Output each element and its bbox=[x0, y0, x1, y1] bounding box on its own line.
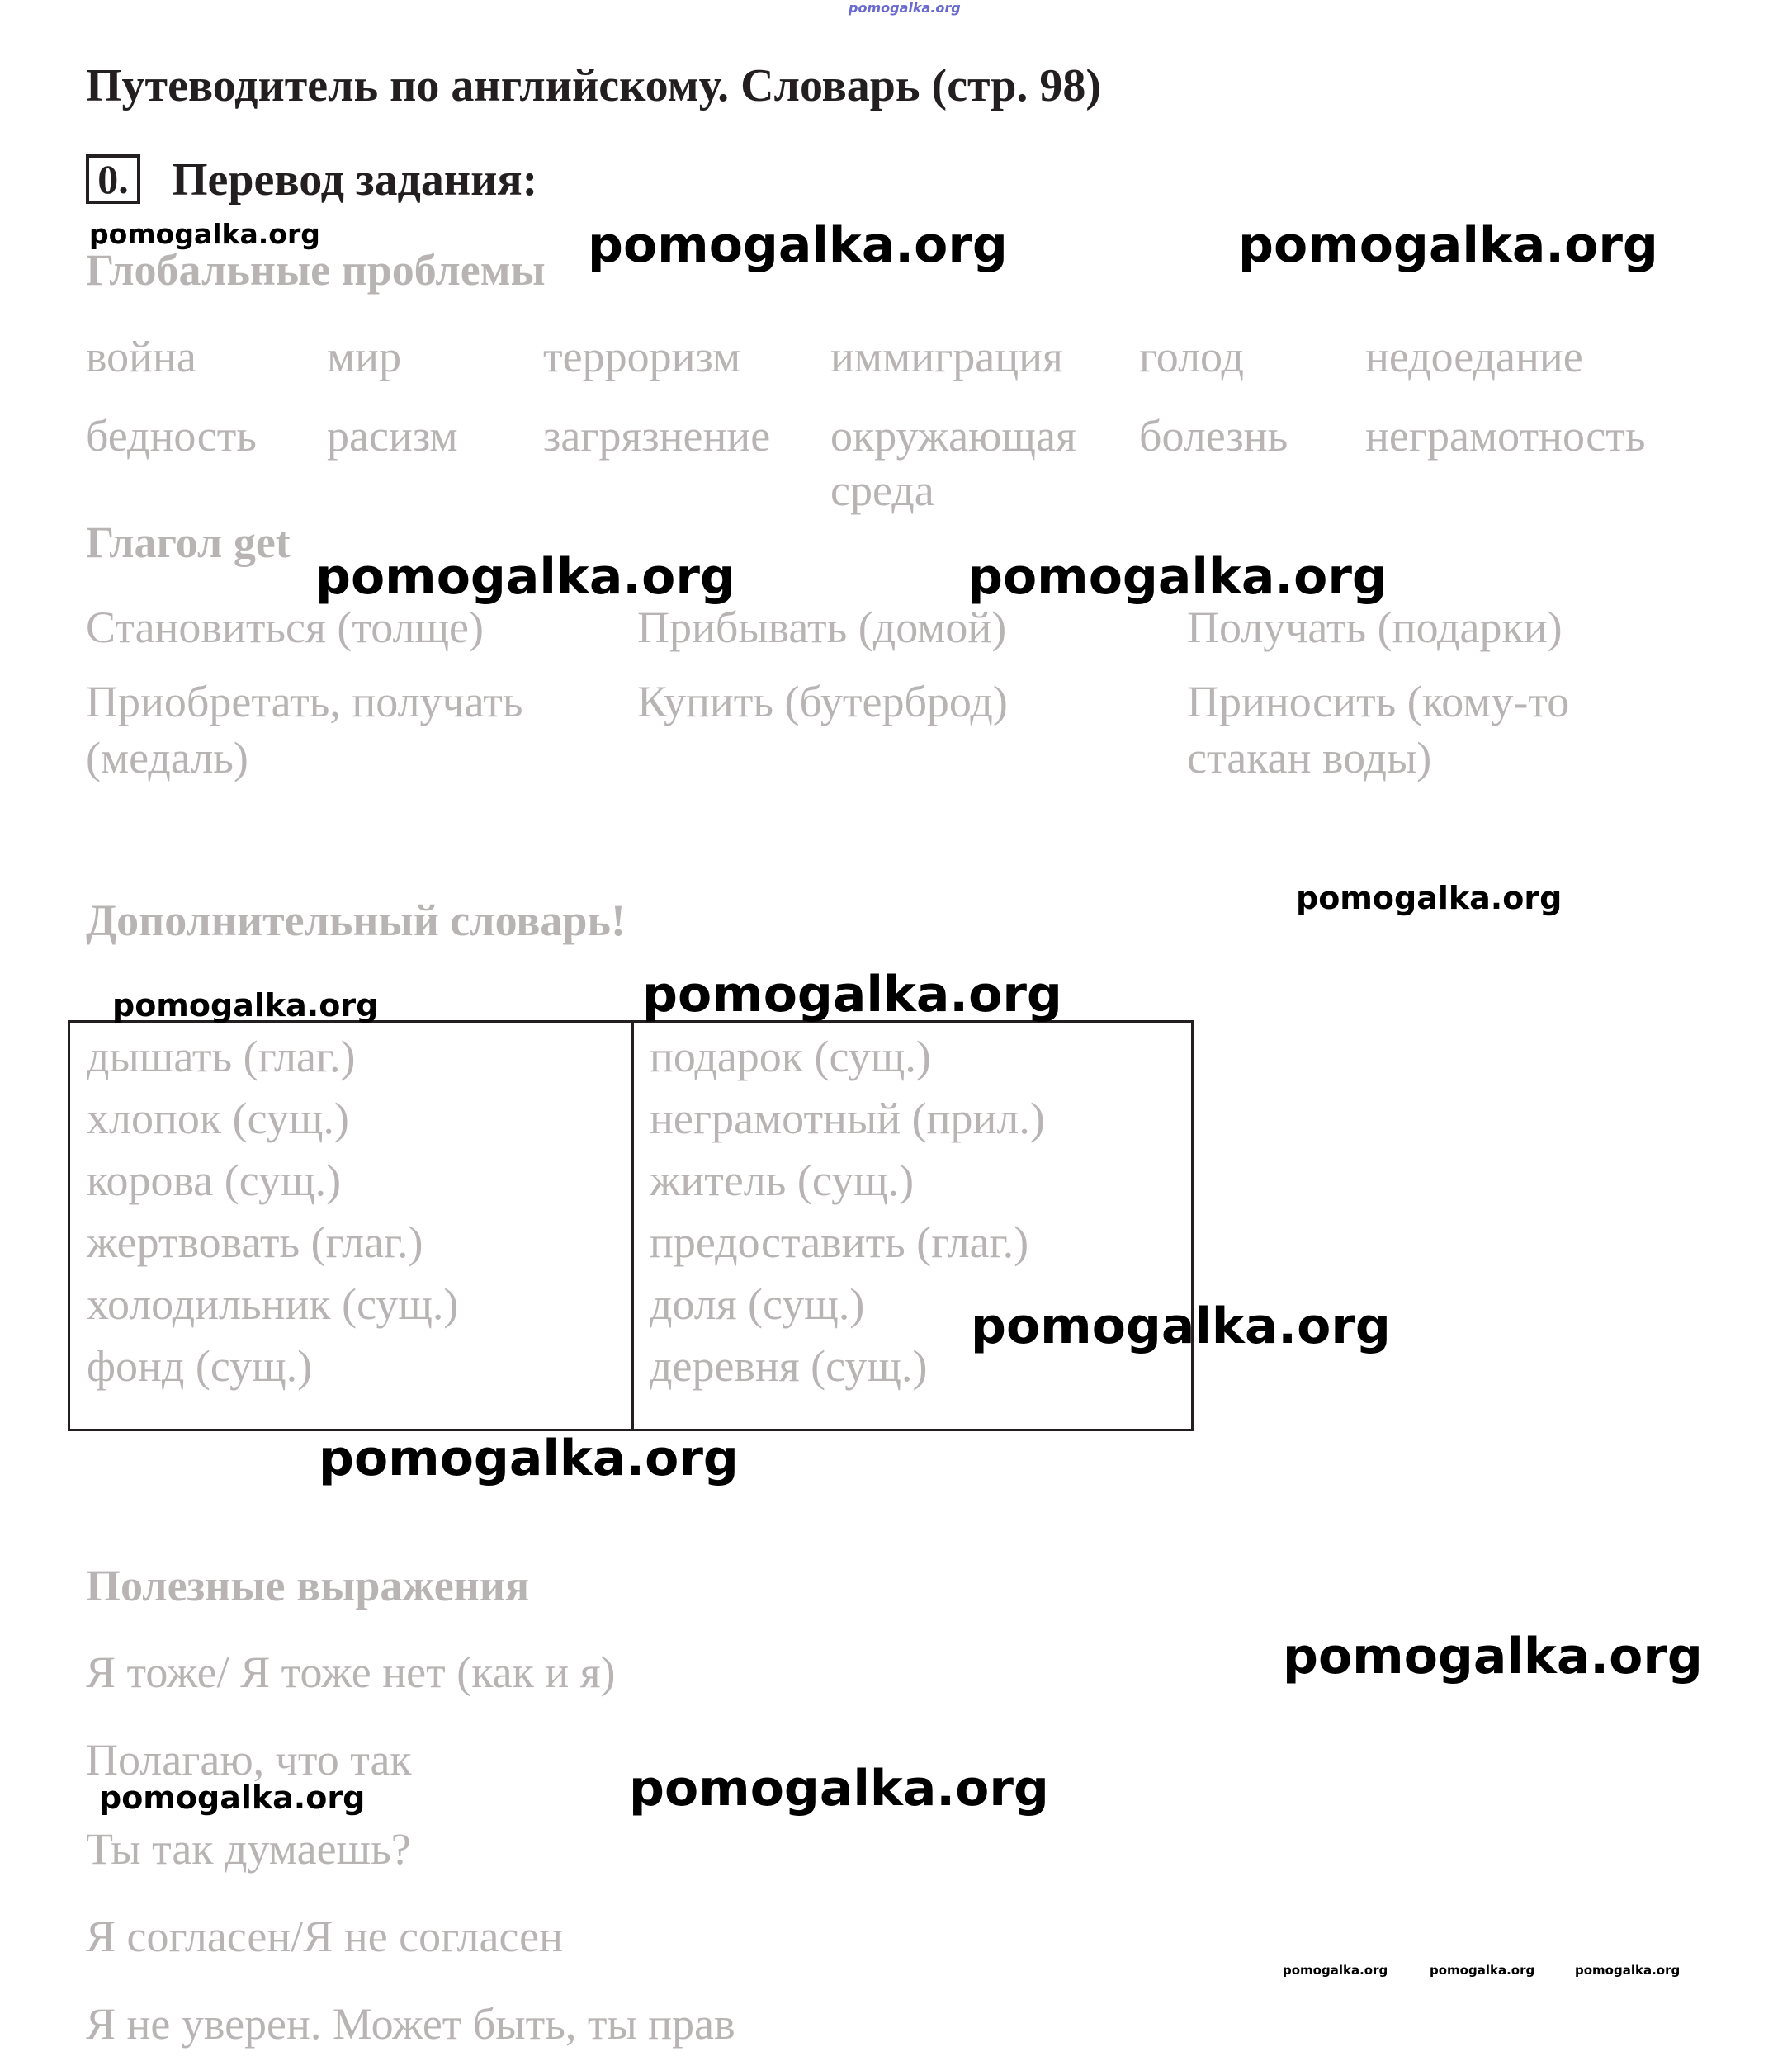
useful-phrase: Я не уверен. Может быть, ты прав bbox=[86, 1999, 735, 2049]
global-word: недоедание bbox=[1365, 332, 1583, 381]
watermark: pomogalka.org bbox=[1430, 1963, 1535, 1978]
watermark: pomogalka.org bbox=[588, 216, 1008, 274]
get-meaning: Приносить (кому-то bbox=[1187, 677, 1570, 726]
get-meaning: Становиться (толще) bbox=[86, 603, 484, 652]
vocab-item: корова (сущ.) bbox=[87, 1156, 342, 1205]
global-word: война bbox=[86, 332, 196, 381]
global-problems-title: Глобальные проблемы bbox=[86, 245, 546, 295]
get-meaning: Получать (подарки) bbox=[1187, 603, 1563, 652]
vocab-item: доля (сущ.) bbox=[650, 1279, 865, 1329]
watermark: pomogalka.org bbox=[629, 1760, 1049, 1818]
global-word: загрязнение bbox=[543, 411, 771, 461]
watermark: pomogalka.org bbox=[89, 218, 320, 250]
vocab-item: фонд (сущ.) bbox=[87, 1341, 313, 1391]
page-title: Путеводитель по английскому. Словарь (стр. 98) bbox=[86, 60, 1102, 111]
watermark: pomogalka.org bbox=[315, 548, 735, 606]
top-watermark: pomogalka.org bbox=[849, 0, 961, 16]
get-meaning-continuation: стакан воды) bbox=[1187, 733, 1432, 782]
vocab-item: холодильник (сущ.) bbox=[87, 1279, 459, 1329]
get-meaning: Купить (бутерброд) bbox=[637, 677, 1008, 726]
global-word: бедность bbox=[86, 411, 257, 461]
watermark: pomogalka.org bbox=[1283, 1628, 1703, 1685]
global-word: голод bbox=[1139, 332, 1244, 381]
vocab-item: житель (сущ.) bbox=[650, 1156, 915, 1205]
task-label: Перевод задания: bbox=[172, 154, 538, 206]
vocab-left-column bbox=[87, 1026, 458, 1397]
task-number-box: 0. bbox=[86, 154, 140, 204]
extra-vocab-title: Дополнительный словарь! bbox=[86, 896, 626, 945]
get-meaning: Прибывать (домой) bbox=[637, 603, 1007, 652]
useful-phrase: Я тоже/ Я тоже нет (как и я) bbox=[86, 1647, 616, 1697]
vocab-item: подарок (сущ.) bbox=[650, 1032, 931, 1081]
table-divider bbox=[631, 1023, 634, 1429]
watermark: pomogalka.org bbox=[967, 548, 1388, 606]
useful-title: Полезные выражения bbox=[86, 1561, 530, 1610]
vocab-item: дышать (глаг.) bbox=[87, 1032, 356, 1081]
global-word: неграмотность bbox=[1365, 411, 1646, 461]
watermark: pomogalka.org bbox=[1283, 1963, 1388, 1978]
watermark: pomogalka.org bbox=[1238, 216, 1658, 274]
watermark: pomogalka.org bbox=[642, 966, 1062, 1023]
vocab-table bbox=[68, 1020, 1194, 1431]
watermark: pomogalka.org bbox=[319, 1430, 739, 1487]
vocab-item: деревня (сущ.) bbox=[650, 1341, 928, 1391]
verb-get-title: Глагол get bbox=[86, 518, 291, 567]
global-word: расизм bbox=[327, 411, 458, 461]
global-word-continuation: среда bbox=[830, 466, 934, 515]
useful-phrase: Ты так думаешь? bbox=[86, 1824, 411, 1874]
useful-phrase: Я согласен/Я не согласен bbox=[86, 1912, 563, 1961]
vocab-item: неграмотный (прил.) bbox=[650, 1094, 1045, 1143]
global-word: мир bbox=[327, 332, 402, 381]
vocab-item: жертвовать (глаг.) bbox=[87, 1217, 423, 1267]
watermark: pomogalka.org bbox=[1296, 880, 1563, 916]
global-word: иммиграция bbox=[830, 332, 1063, 381]
get-meaning: Приобретать, получать bbox=[86, 677, 523, 726]
watermark: pomogalka.org bbox=[1575, 1963, 1681, 1978]
vocab-item: хлопок (сущ.) bbox=[87, 1094, 349, 1143]
global-word: терроризм bbox=[543, 332, 741, 381]
watermark: pomogalka.org bbox=[971, 1298, 1391, 1355]
useful-phrase: Полагаю, что так bbox=[86, 1735, 412, 1784]
get-meaning-continuation: (медаль) bbox=[86, 733, 248, 782]
global-word: окружающая bbox=[830, 411, 1076, 461]
global-word: болезнь bbox=[1139, 411, 1288, 461]
vocab-item: предоставить (глаг.) bbox=[650, 1217, 1029, 1267]
watermark: pomogalka.org bbox=[99, 1780, 366, 1816]
watermark: pomogalka.org bbox=[112, 987, 379, 1023]
